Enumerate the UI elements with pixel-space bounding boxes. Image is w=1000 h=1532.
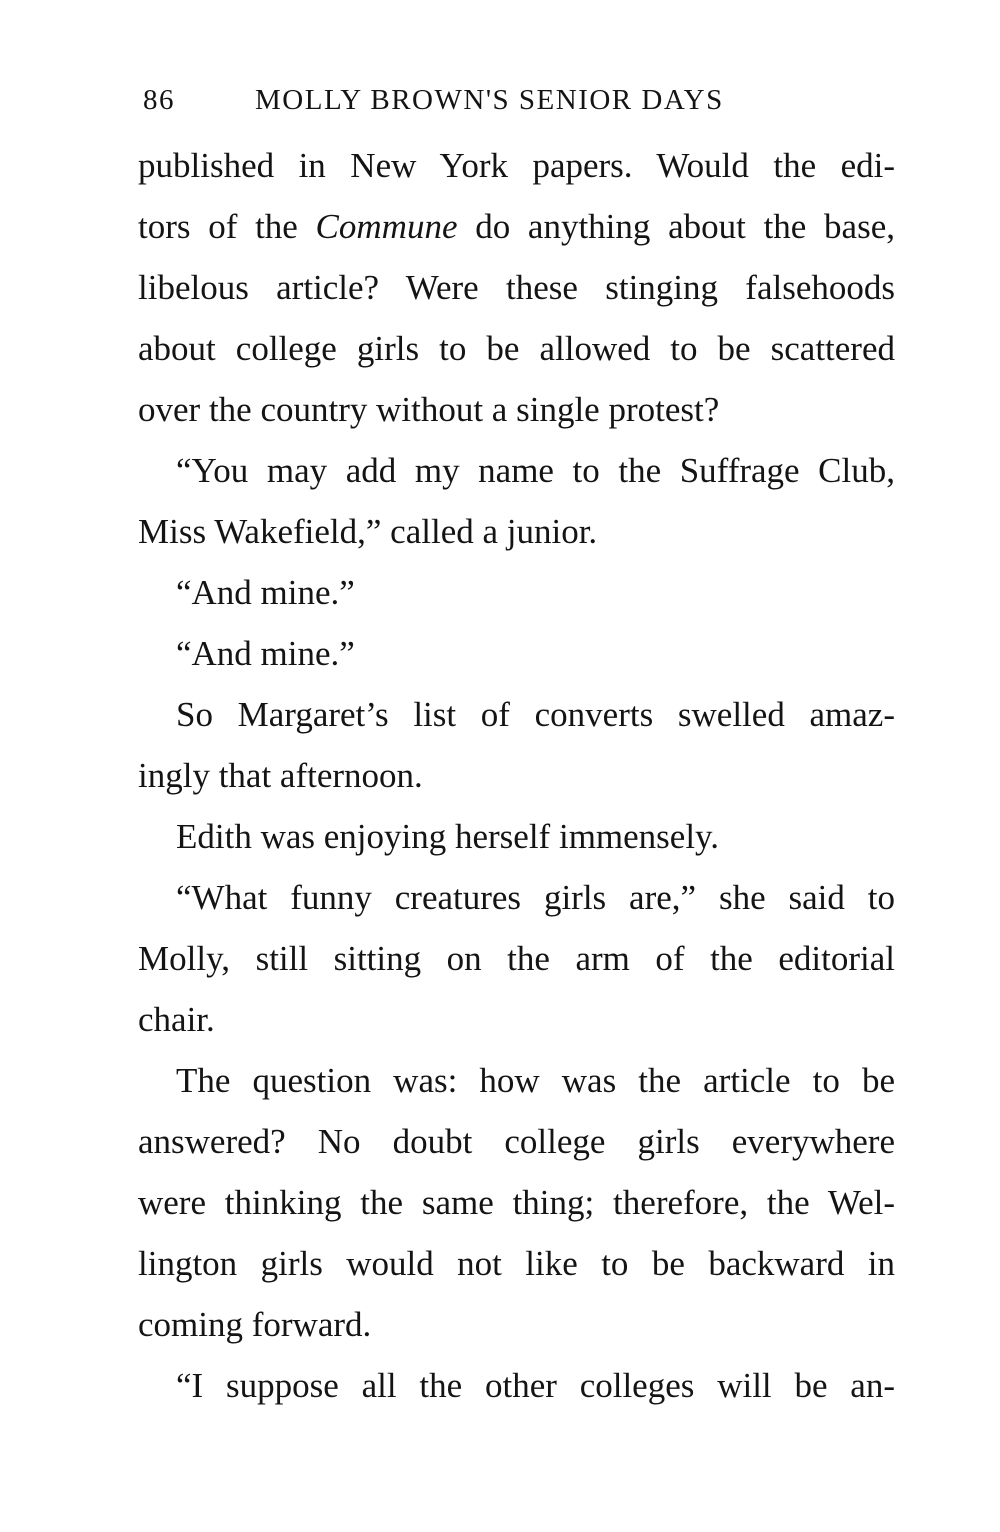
text-line: Edith was enjoying herself immensely. (176, 817, 720, 856)
running-head (143, 80, 903, 120)
text-line: coming forward. (138, 1305, 372, 1344)
page-number: 86 (143, 84, 175, 116)
italic-title: Commune (315, 207, 458, 246)
running-title: MOLLY BROWN'S SENIOR DAYS (255, 84, 724, 116)
text-line: ingly that afternoon. (138, 756, 423, 795)
body-text (138, 135, 895, 1416)
text-segment: do anything about the base, (457, 207, 895, 246)
text-line: Molly, still sitting on the arm of the editorial (138, 939, 895, 978)
text-segment: tors of the (138, 207, 316, 246)
text-line: about college girls to be allowed to be scattered (138, 329, 895, 368)
text-line: “And mine.” (176, 634, 355, 673)
text-line: over the country without a single protest? (138, 390, 720, 429)
text-line: “What funny creatures girls are,” she said to (176, 878, 895, 917)
text-line: The question was: how was the article to be (176, 1061, 895, 1100)
text-line: So Margaret’s list of converts swelled amaz- (176, 695, 895, 734)
text-line: “You may add my name to the Suffrage Club, (176, 451, 895, 490)
text-line: answered? No doubt college girls everywhere (138, 1122, 895, 1161)
text-line: “I suppose all the other colleges will be an- (176, 1366, 895, 1405)
text-line: were thinking the same thing; therefore, the Wel- (138, 1183, 895, 1222)
text-line: published in New York papers. Would the edi- (138, 146, 895, 185)
text-line (138, 196, 895, 257)
text-line: Miss Wakefield,” called a junior. (138, 512, 598, 551)
text-line: libelous article? Were these stinging falsehoods (138, 268, 895, 307)
text-line: lington girls would not like to be backward in (138, 1244, 895, 1283)
text-line: “And mine.” (176, 573, 355, 612)
text-line: chair. (138, 1000, 215, 1039)
